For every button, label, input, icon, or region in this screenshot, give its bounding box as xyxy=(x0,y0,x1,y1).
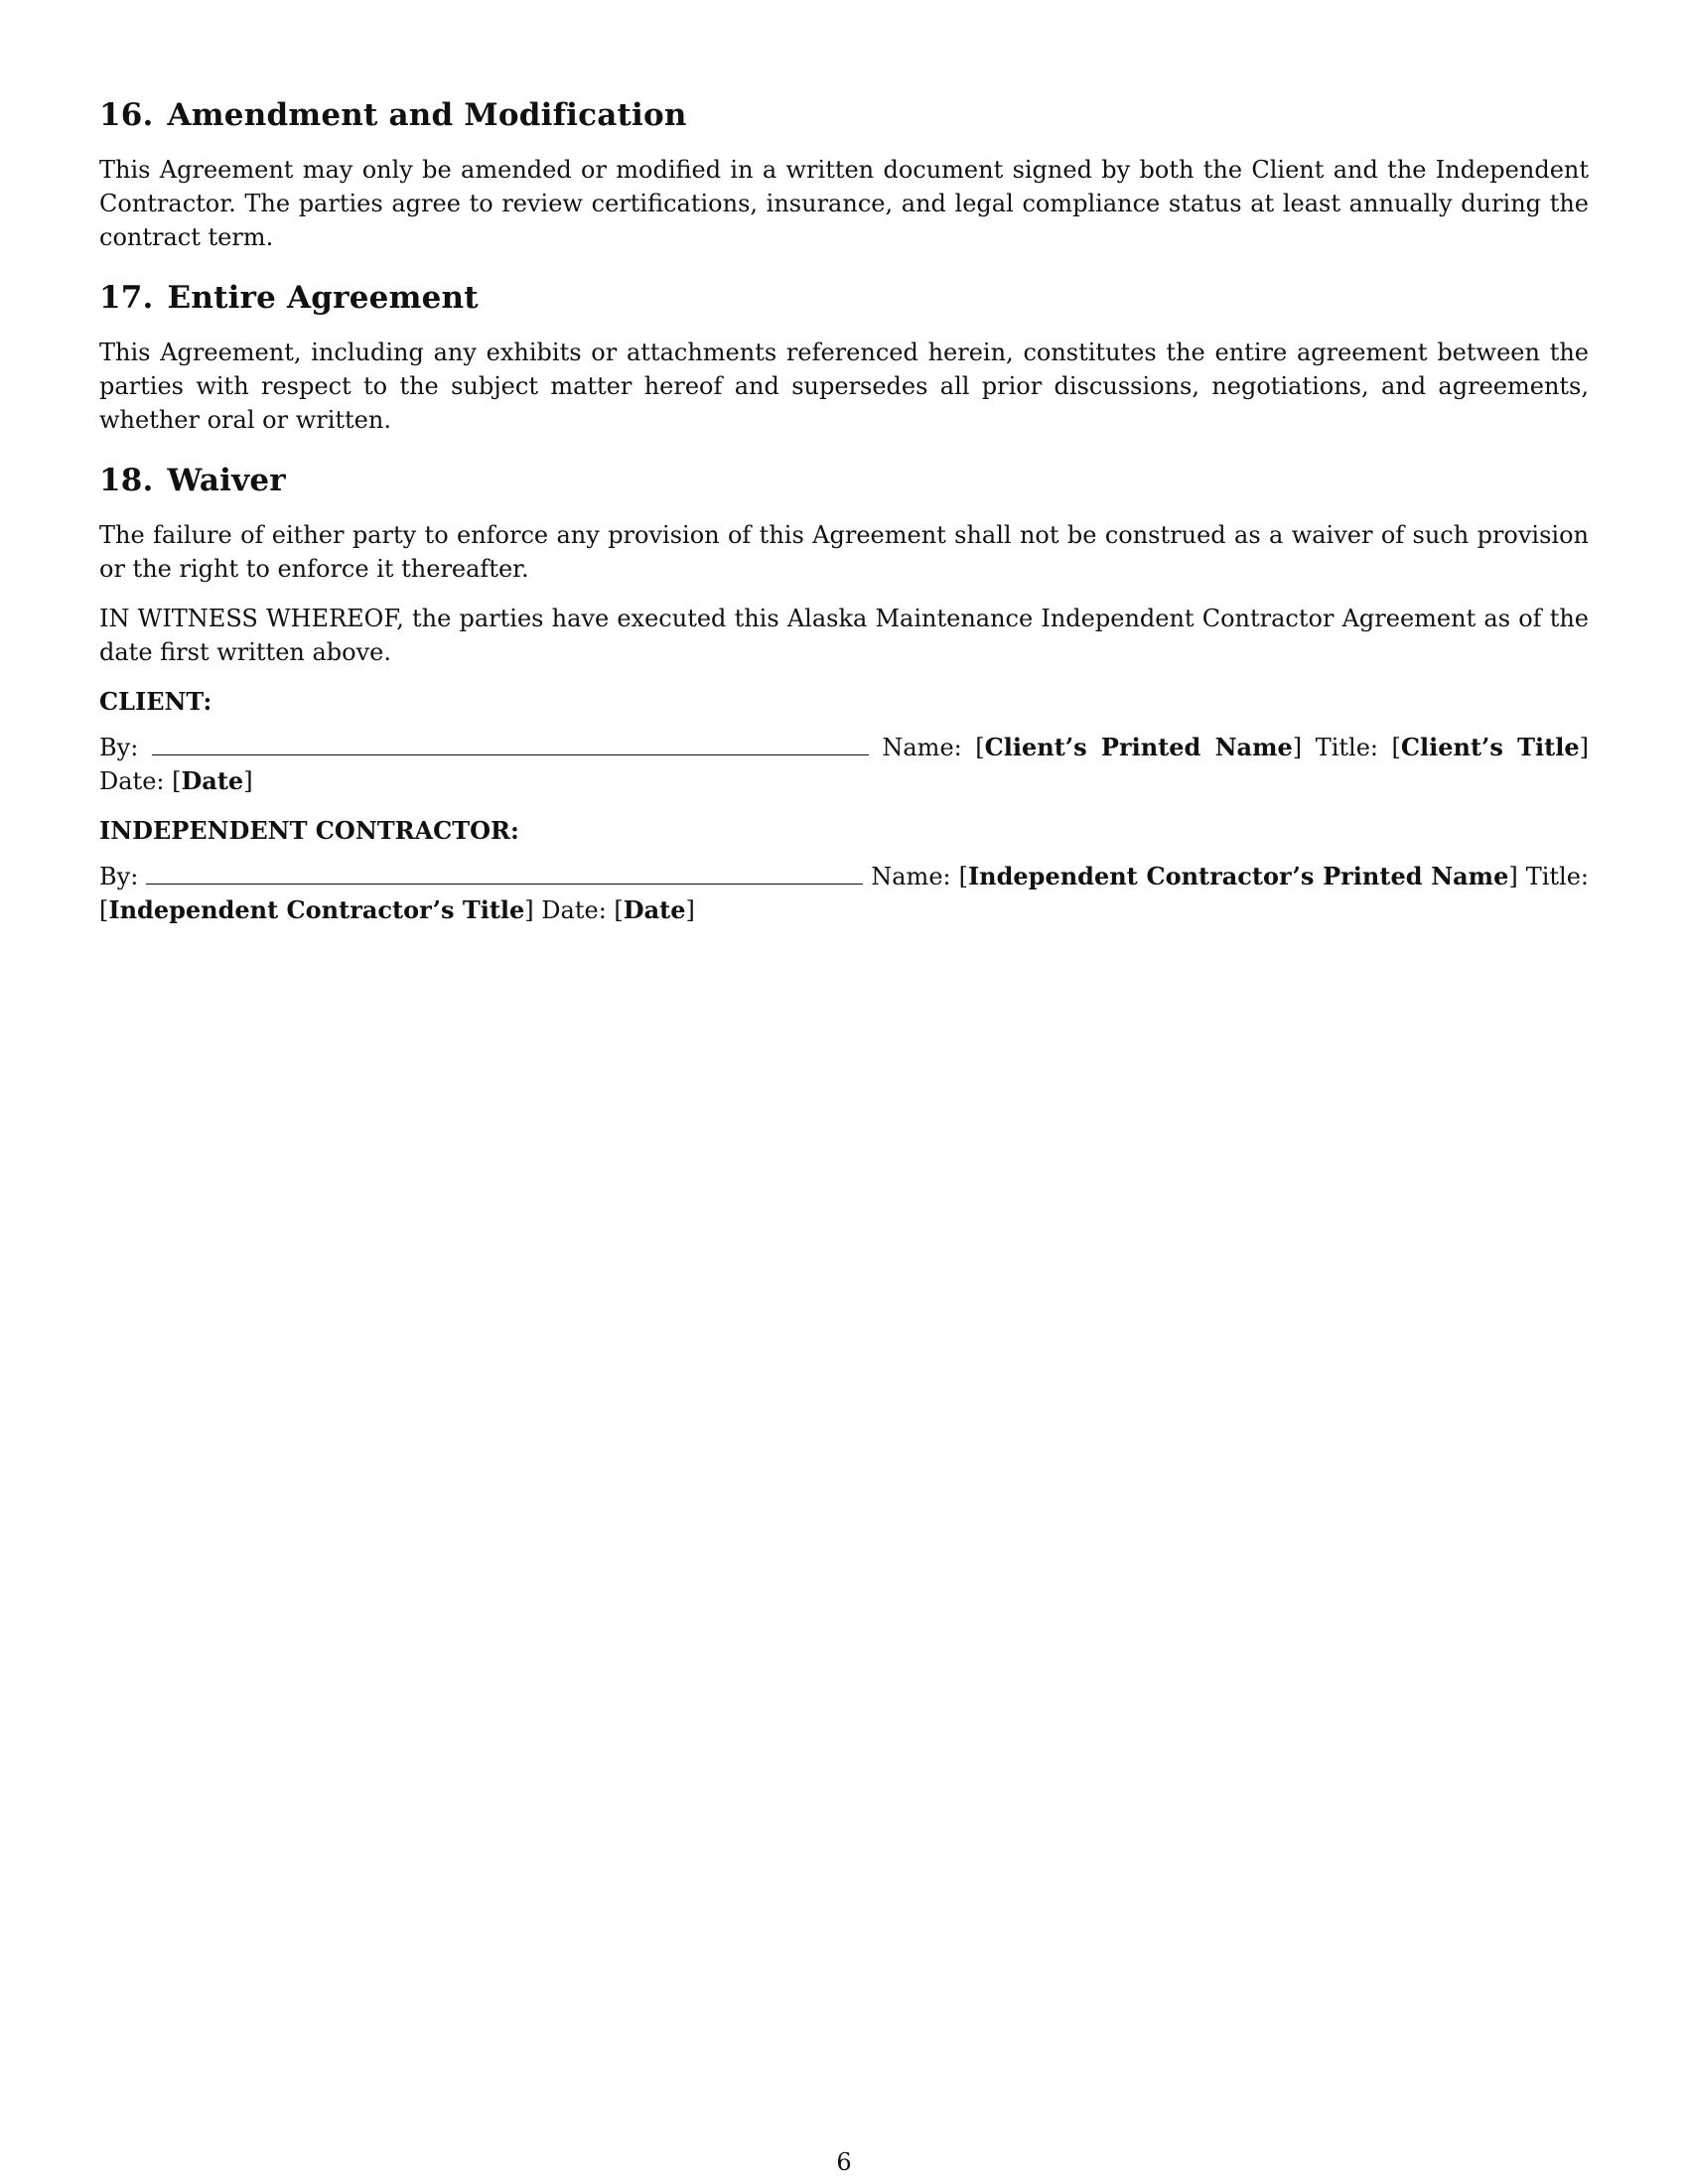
client-by-label: By: xyxy=(99,734,139,761)
contractor-name-label: Name: xyxy=(871,863,951,890)
section-number: 17. xyxy=(99,280,154,316)
section-title: Entire Agreement xyxy=(167,280,479,316)
section-title: Waiver xyxy=(167,463,286,498)
document-page xyxy=(99,95,1589,943)
contractor-by-label: By: xyxy=(99,863,139,890)
section-amendment xyxy=(99,95,1589,254)
contractor-date-value: Date xyxy=(623,895,686,924)
section-number: 16. xyxy=(99,97,154,133)
contractor-name-value: Independent Contractor’s Printed Name xyxy=(967,862,1509,890)
section-title: Amendment and Modification xyxy=(167,97,687,133)
client-name-label: Name: xyxy=(882,734,962,761)
section-paragraph: This Agreement may only be amended or modified in a written document signed by both the Client and the Independent Contractor. The parties agree to review certifications, insurance, and legal compliance status at least annually during the contract term. xyxy=(99,156,1589,251)
section-waiver xyxy=(99,461,1589,669)
contractor-date-label: Date: xyxy=(541,896,607,924)
section-paragraph: This Agreement, including any exhibits or attachments referenced herein, constitutes the entire agreement between the parties with respect to the subject matter hereof and supersedes all prior discussions, negotiations, and agreements, whether oral or written. xyxy=(99,339,1589,434)
section-number: 18. xyxy=(99,463,154,498)
contractor-signature-block: By: Name: [Independent Contractor’s Printed Name] Title: [Independent Contractor’s Title] Date: [Date] xyxy=(99,862,1589,924)
section-heading xyxy=(99,95,1589,135)
section-heading xyxy=(99,278,1589,318)
section-paragraph: The failure of either party to enforce any provision of this Agreement shall not be construed as a waiver of such provision or the right to enforce it thereafter. xyxy=(99,521,1589,583)
contractor-label: INDEPENDENT CONTRACTOR: xyxy=(99,816,519,845)
client-signature-block: By: Name: [Client’s Printed Name] Title: [Client’s Title] Date: [Date] xyxy=(99,733,1590,795)
client-name-value: Client’s Printed Name xyxy=(984,733,1293,761)
client-title-label: Title: xyxy=(1315,734,1378,761)
contractor-title-value: Independent Contractor’s Title xyxy=(108,895,525,924)
witness-paragraph: IN WITNESS WHEREOF, the parties have executed this Alaska Maintenance Independent Contractor Agreement as of the date first written above. xyxy=(99,605,1589,666)
contractor-title-label: Title: xyxy=(1525,863,1589,890)
section-heading xyxy=(99,461,1589,500)
client-signature-line[interactable] xyxy=(152,733,869,755)
client-date-value: Date xyxy=(181,766,244,795)
client-date-label: Date: xyxy=(99,767,165,795)
section-entire-agreement xyxy=(99,278,1589,437)
client-title-value: Client’s Title xyxy=(1400,733,1580,761)
page-number: 6 xyxy=(836,2148,852,2176)
client-label: CLIENT: xyxy=(99,687,212,716)
contractor-signature-line[interactable] xyxy=(146,862,863,885)
